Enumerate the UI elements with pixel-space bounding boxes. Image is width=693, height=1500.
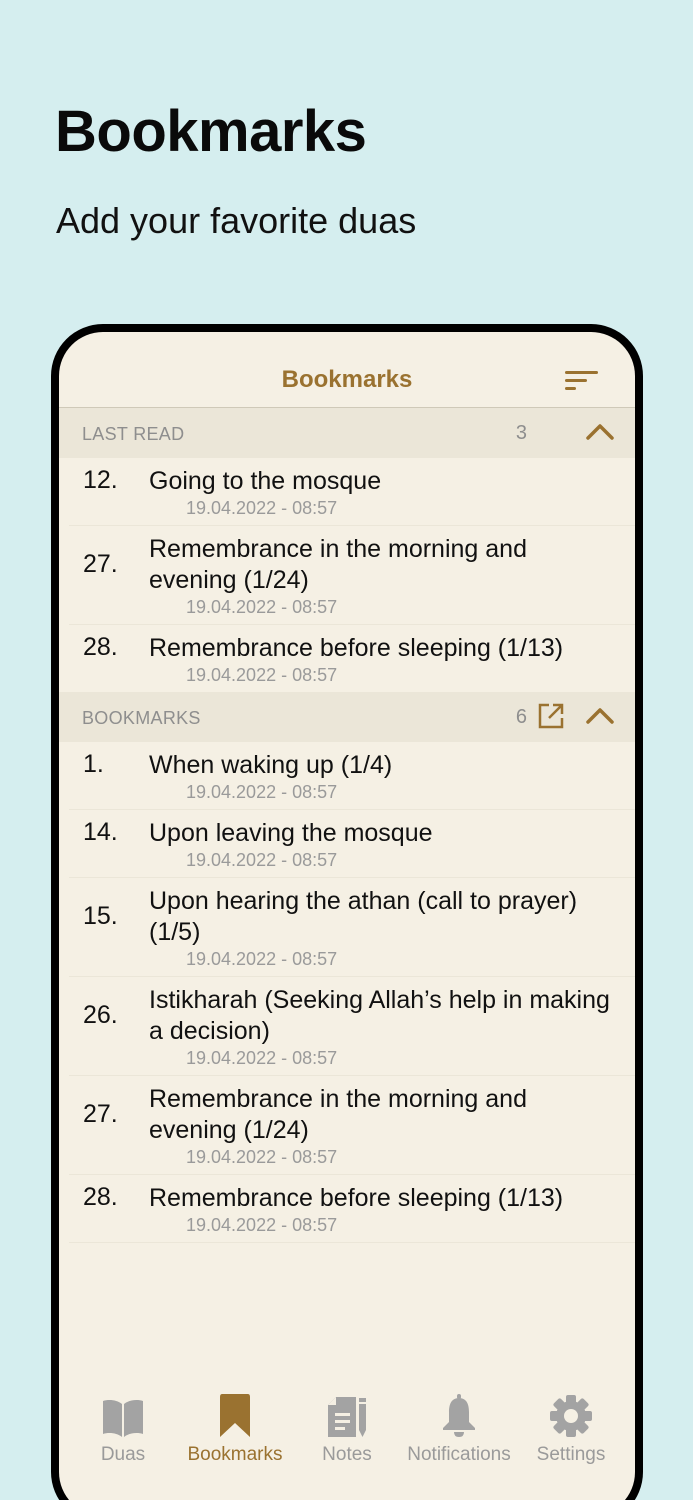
item-date: 19.04.2022 - 08:57 [186, 850, 338, 870]
item-title: Remembrance before sleeping (1/13) [149, 1184, 564, 1212]
item-date: 19.04.2022 - 08:57 [186, 1215, 338, 1235]
list-item[interactable] [69, 1175, 635, 1243]
list-item[interactable] [69, 878, 635, 977]
tab-label: Duas [100, 1444, 146, 1465]
item-number: 28. [83, 633, 118, 661]
hero-title: Bookmarks [55, 99, 367, 164]
tab-notes[interactable] [291, 1392, 403, 1492]
item-title: Remembrance in the morning and evening (1/24) [149, 535, 527, 594]
item-title: Going to the mosque [149, 467, 382, 495]
chevron-up-icon[interactable] [585, 420, 615, 442]
list-item[interactable] [69, 1076, 635, 1175]
list-item[interactable] [69, 810, 635, 878]
tab-label: Bookmarks [187, 1444, 283, 1465]
item-date: 19.04.2022 - 08:57 [186, 782, 338, 802]
bookmarks-list [59, 742, 635, 1243]
list-item[interactable] [69, 458, 635, 526]
item-number: 26. [83, 1001, 118, 1029]
phone-frame [51, 324, 643, 1500]
item-number: 1. [83, 750, 104, 778]
item-title: Upon leaving the mosque [149, 819, 433, 847]
section-title: LAST READ [82, 424, 185, 444]
navigation-bar [59, 332, 635, 408]
hero-subtitle: Add your favorite duas [56, 200, 417, 241]
section-header-bookmarks[interactable] [59, 692, 635, 742]
item-date: 19.04.2022 - 08:57 [186, 665, 338, 685]
tab-bar [59, 1392, 635, 1492]
tab-duas[interactable] [67, 1392, 179, 1492]
item-number: 27. [83, 1100, 118, 1128]
tab-notifications[interactable] [403, 1392, 515, 1492]
sort-icon[interactable] [565, 370, 599, 392]
section-count: 3 [515, 422, 527, 444]
export-icon[interactable] [537, 702, 565, 730]
nav-title: Bookmarks [281, 366, 413, 393]
item-number: 14. [83, 818, 118, 846]
tab-settings[interactable] [515, 1392, 627, 1492]
gear-icon [549, 1394, 593, 1438]
section-header-last-read[interactable] [59, 408, 635, 458]
list-item[interactable] [69, 977, 635, 1076]
notes-icon [326, 1396, 368, 1438]
book-icon [101, 1398, 145, 1438]
item-date: 19.04.2022 - 08:57 [186, 1048, 338, 1068]
section-title: BOOKMARKS [82, 708, 201, 728]
app-screen [59, 332, 635, 1500]
item-date: 19.04.2022 - 08:57 [186, 1147, 338, 1167]
list-item[interactable] [69, 625, 635, 692]
item-title: When waking up (1/4) [149, 751, 393, 779]
tab-label: Notes [322, 1444, 372, 1465]
last-read-list [59, 458, 635, 692]
item-title: Istikharah (Seeking Allah’s help in making a decision) [149, 986, 610, 1045]
item-title: Upon hearing the athan (call to prayer) (1/5) [149, 887, 578, 946]
list-item[interactable] [69, 526, 635, 625]
item-date: 19.04.2022 - 08:57 [186, 949, 338, 969]
bell-icon [442, 1394, 476, 1438]
item-number: 12. [83, 466, 118, 494]
item-title: Remembrance in the morning and evening (1/24) [149, 1085, 527, 1144]
bookmark-icon [219, 1394, 251, 1438]
section-count: 6 [515, 706, 527, 728]
item-title: Remembrance before sleeping (1/13) [149, 634, 564, 662]
chevron-up-icon[interactable] [585, 704, 615, 726]
tab-label: Notifications [407, 1444, 511, 1465]
tab-label: Settings [536, 1444, 606, 1465]
item-number: 15. [83, 902, 118, 930]
list-item[interactable] [69, 742, 635, 810]
item-date: 19.04.2022 - 08:57 [186, 498, 338, 518]
item-number: 27. [83, 550, 118, 578]
item-number: 28. [83, 1183, 118, 1211]
tab-bookmarks[interactable] [179, 1392, 291, 1492]
item-date: 19.04.2022 - 08:57 [186, 597, 338, 617]
